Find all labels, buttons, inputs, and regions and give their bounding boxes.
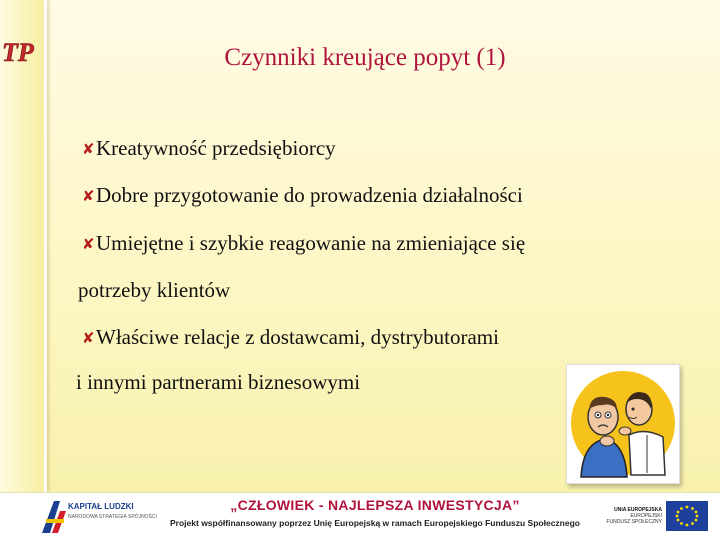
x-mark-icon: ✘ bbox=[82, 331, 95, 347]
bullet-text: Kreatywność przedsiębiorcy bbox=[96, 136, 336, 160]
bullet-text: Właściwe relacje z dostawcami, dystrybutorami bbox=[96, 325, 499, 349]
tp-logo bbox=[0, 36, 44, 68]
x-mark-icon: ✘ bbox=[82, 189, 95, 205]
bullet-text: Umiejętne i szybkie reagowanie na zmieniające się bbox=[96, 231, 526, 255]
kapital-ludzki-subtitle: NARODOWA STRATEGIA SPÓJNOŚCI bbox=[68, 514, 157, 520]
left-decorative-bar bbox=[0, 0, 47, 492]
x-mark-icon: ✘ bbox=[82, 237, 95, 253]
eu-fund-line2: FUNDUSZ SPOŁECZNY bbox=[606, 519, 662, 525]
footer-bar bbox=[0, 492, 720, 541]
slide-title: Czynniki kreujące popyt (1) bbox=[224, 44, 506, 71]
bullet-item bbox=[82, 325, 499, 350]
bullet-continuation: i innymi partnerami biznesowymi bbox=[76, 370, 361, 394]
footer-project-line: Projekt współfinansowany poprzez Unię Europejską w ramach Europejskiego Funduszu Społecznego bbox=[170, 518, 580, 528]
eu-name: UNIA EUROPEJSKA bbox=[614, 507, 662, 513]
eu-flag-icon bbox=[666, 501, 708, 531]
kapital-ludzki-name: KAPITAŁ LUDZKI bbox=[68, 502, 134, 511]
x-mark-icon: ✘ bbox=[82, 142, 95, 158]
eu-logo-text bbox=[598, 507, 662, 525]
footer-slogan: „CZŁOWIEK - NAJLEPSZA INWESTYCJA” bbox=[230, 497, 520, 513]
bullet-item bbox=[82, 136, 336, 161]
eu-fund-line1: EUROPEJSKI bbox=[630, 513, 662, 519]
bullet-text: Dobre przygotowanie do prowadzenia działalności bbox=[96, 183, 523, 207]
doctor-patient-icon bbox=[567, 365, 679, 483]
bullet-continuation: potrzeby klientów bbox=[78, 278, 231, 302]
bullet-item bbox=[82, 183, 523, 208]
tp-logo-text: TP bbox=[2, 38, 34, 67]
bullet-item bbox=[82, 231, 525, 256]
doctor-patient-illustration bbox=[566, 364, 680, 484]
